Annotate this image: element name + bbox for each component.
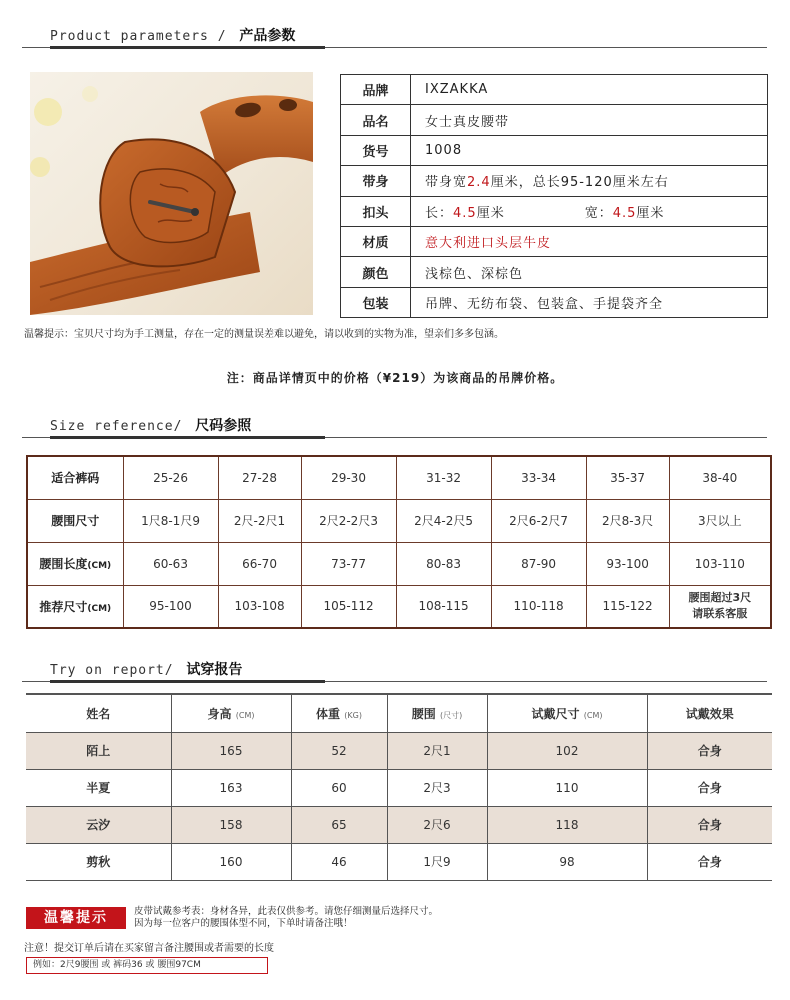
param-row-sku <box>341 135 768 165</box>
belt-photo <box>30 72 313 315</box>
param-key: 品名 <box>341 105 411 135</box>
size-row-head: 适合裤码 <box>27 456 123 499</box>
col-header: 腰围 (尺寸) <box>387 694 487 732</box>
try-cell: 165 <box>171 732 291 769</box>
size-cell: 2尺8-3尺 <box>586 499 669 542</box>
size-row <box>27 499 771 542</box>
param-row-name <box>341 105 768 135</box>
size-cell: 2尺4-2尺5 <box>396 499 491 542</box>
try-cell: 158 <box>171 806 291 843</box>
size-cell: 27-28 <box>218 456 301 499</box>
size-cell: 31-32 <box>396 456 491 499</box>
size-cell: 1尺8-1尺9 <box>123 499 218 542</box>
try-cell: 118 <box>487 806 647 843</box>
param-value: 女士真皮腰带 <box>411 105 768 135</box>
size-cell: 87-90 <box>491 542 586 585</box>
size-cell: 2尺2-2尺3 <box>301 499 396 542</box>
size-cell: 25-26 <box>123 456 218 499</box>
param-value: 浅棕色、深棕色 <box>411 257 768 287</box>
param-value: 1008 <box>411 135 768 165</box>
order-notice: 注意！提交订单后请在买家留言备注腰围或者需要的长度 <box>24 943 274 954</box>
try-cell: 52 <box>291 732 387 769</box>
size-cell: 73-77 <box>301 542 396 585</box>
size-cell: 105-112 <box>301 585 396 628</box>
try-cell-name: 云汐 <box>26 806 171 843</box>
try-cell: 160 <box>171 843 291 880</box>
table-row <box>26 843 772 880</box>
try-cell: 2尺3 <box>387 769 487 806</box>
param-value: 带身宽2.4厘米，总长95-120厘米左右 <box>411 166 768 196</box>
section-title-en: Try on report/ <box>50 663 183 678</box>
try-cell: 46 <box>291 843 387 880</box>
size-table <box>26 455 772 629</box>
try-cell: 102 <box>487 732 647 769</box>
param-key: 货号 <box>341 135 411 165</box>
param-key: 包装 <box>341 287 411 317</box>
table-row <box>26 806 772 843</box>
size-cell: 66-70 <box>218 542 301 585</box>
param-value: 吊牌、无纺布袋、包装盒、手提袋齐全 <box>411 287 768 317</box>
param-row-buckle <box>341 196 768 226</box>
size-cell: 3尺以上 <box>669 499 771 542</box>
try-on-header <box>22 660 767 682</box>
try-cell-fit: 合身 <box>647 806 772 843</box>
param-row-strap <box>341 166 768 196</box>
table-row <box>26 732 772 769</box>
try-cell: 2尺6 <box>387 806 487 843</box>
try-cell: 60 <box>291 769 387 806</box>
param-value: 意大利进口头层牛皮 <box>411 226 768 256</box>
size-reference-header <box>22 416 767 438</box>
try-cell-name: 半夏 <box>26 769 171 806</box>
size-cell: 115-122 <box>586 585 669 628</box>
param-value: IXZAKKA <box>411 75 768 105</box>
size-cell: 29-30 <box>301 456 396 499</box>
section-title-en: Product parameters / <box>50 29 236 44</box>
size-cell: 35-37 <box>586 456 669 499</box>
size-cell: 103-108 <box>218 585 301 628</box>
size-cell: 93-100 <box>586 542 669 585</box>
size-cell: 80-83 <box>396 542 491 585</box>
size-cell: 60-63 <box>123 542 218 585</box>
param-row-color <box>341 257 768 287</box>
warm-tip-text: 皮带试戴参考表：身材各异，此表仅供参考。请您仔细测量后选择尺寸。 因为每一位客户的腰围体型不同，下单时请备注哦！ <box>134 906 439 929</box>
try-cell: 2尺1 <box>387 732 487 769</box>
size-cell: 38-40 <box>669 456 771 499</box>
warm-tip-badge: 温馨提示 <box>26 907 126 929</box>
try-cell-name: 陌上 <box>26 732 171 769</box>
try-cell: 110 <box>487 769 647 806</box>
col-header: 试戴尺寸 (CM) <box>487 694 647 732</box>
size-cell: 108-115 <box>396 585 491 628</box>
col-header: 姓名 <box>26 694 171 732</box>
size-cell: 2尺6-2尺7 <box>491 499 586 542</box>
param-value: 长：4.5厘米 宽：4.5厘米 <box>411 196 768 226</box>
price-note: 注：商品详情页中的价格（¥219）为该商品的吊牌价格。 <box>226 371 564 385</box>
size-cell: 95-100 <box>123 585 218 628</box>
section-title-en: Size reference/ <box>50 419 192 434</box>
try-cell-fit: 合身 <box>647 769 772 806</box>
size-row <box>27 542 771 585</box>
try-cell-fit: 合身 <box>647 843 772 880</box>
col-header: 试戴效果 <box>647 694 772 732</box>
section-title-cn: 尺码参照 <box>195 418 252 434</box>
measure-note: 温馨提示：宝贝尺寸均为手工测量，存在一定的测量误差难以避免，请以收到的实物为准，望亲们多多包涵。 <box>24 329 504 340</box>
col-header: 身高 (CM) <box>171 694 291 732</box>
param-key: 扣头 <box>341 196 411 226</box>
try-header-row <box>26 694 772 732</box>
param-key: 带身 <box>341 166 411 196</box>
try-cell: 1尺9 <box>387 843 487 880</box>
size-row-head: 腰围长度(CM) <box>27 542 123 585</box>
size-row <box>27 456 771 499</box>
param-key: 品牌 <box>341 75 411 105</box>
size-row-head: 推荐尺寸(CM) <box>27 585 123 628</box>
try-cell: 98 <box>487 843 647 880</box>
product-params-header <box>22 26 767 48</box>
size-cell: 33-34 <box>491 456 586 499</box>
size-cell: 103-110 <box>669 542 771 585</box>
size-row <box>27 585 771 628</box>
order-example: 例如：2尺9腰围 或 裤码36 或 腰围97CM <box>26 957 268 974</box>
try-cell: 65 <box>291 806 387 843</box>
size-cell: 110-118 <box>491 585 586 628</box>
section-title-cn: 试穿报告 <box>186 662 243 678</box>
param-row-material <box>341 226 768 256</box>
col-header: 体重 (KG) <box>291 694 387 732</box>
try-cell-fit: 合身 <box>647 732 772 769</box>
param-key: 材质 <box>341 226 411 256</box>
params-table <box>340 74 768 318</box>
try-cell-name: 剪秋 <box>26 843 171 880</box>
size-row-head: 腰围尺寸 <box>27 499 123 542</box>
try-cell: 163 <box>171 769 291 806</box>
size-cell: 2尺-2尺1 <box>218 499 301 542</box>
try-on-table <box>26 693 772 881</box>
param-row-brand <box>341 75 768 105</box>
param-key: 颜色 <box>341 257 411 287</box>
param-row-package <box>341 287 768 317</box>
table-row <box>26 769 772 806</box>
section-title-cn: 产品参数 <box>239 28 296 44</box>
size-cell: 腰围超过3尺 请联系客服 <box>669 585 771 628</box>
